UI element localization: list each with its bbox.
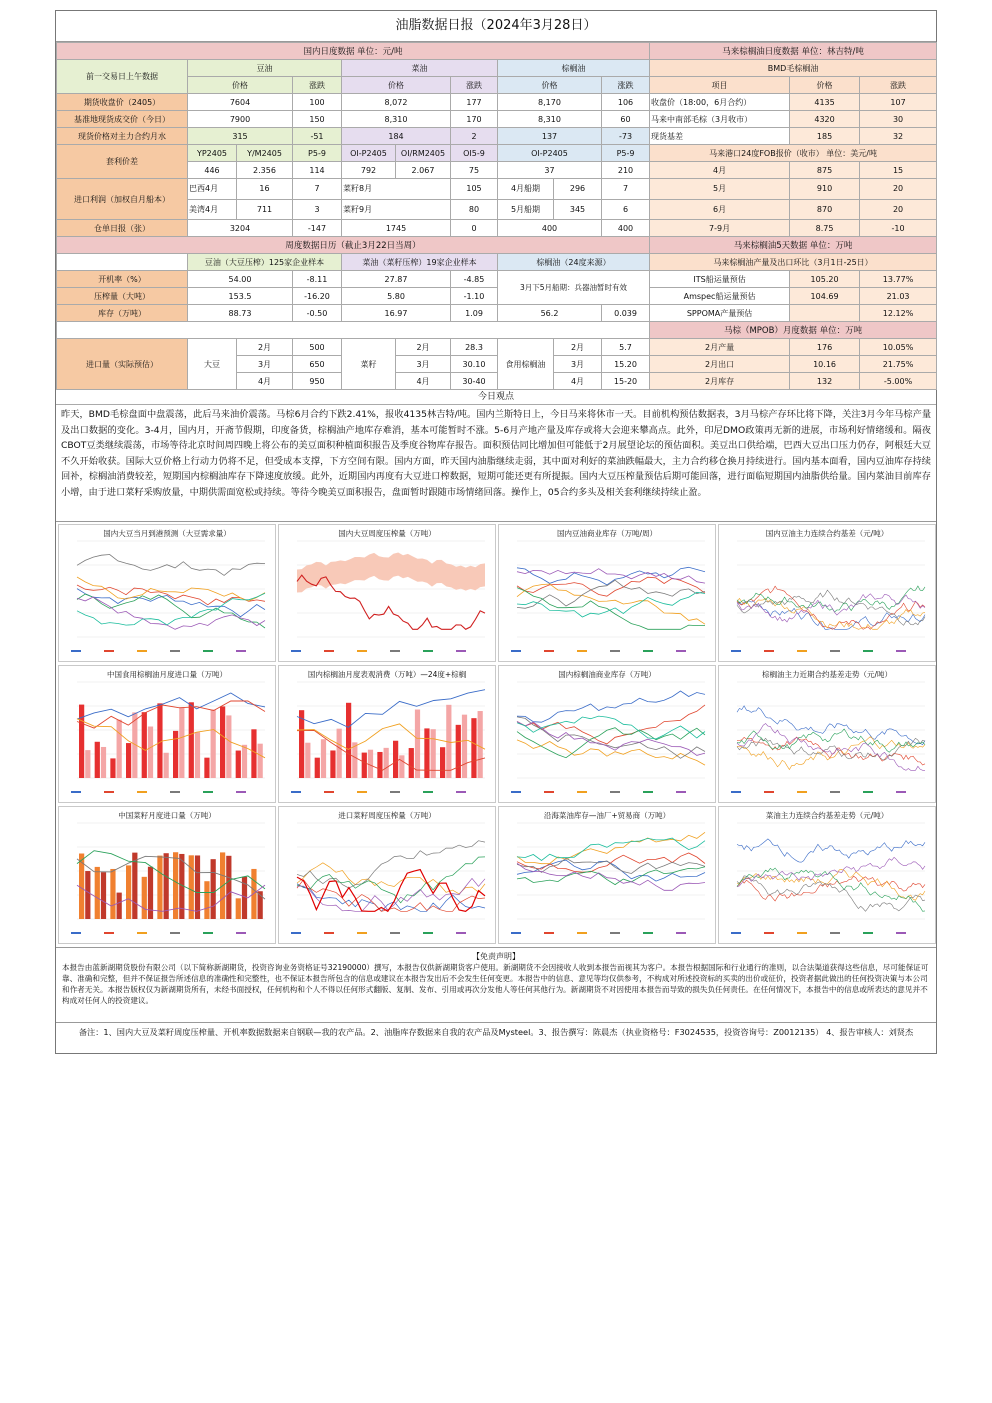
- spread-head-2: Y/M2405: [237, 145, 293, 162]
- bar: [126, 865, 131, 919]
- bar: [157, 703, 162, 778]
- arr-soy-m1: 2月: [237, 339, 293, 356]
- mpob-month-label-2: 2月出口: [650, 356, 790, 373]
- weekly-soy-chg-3: -0.50: [293, 305, 342, 322]
- bmd-spot-label: 马来中南部毛棕（3月收市）: [650, 111, 790, 128]
- arr-rape-v2: 30.10: [451, 356, 498, 373]
- bar: [179, 707, 184, 778]
- palm-warrant-chg: 400: [602, 220, 650, 237]
- rape-col: 菜油: [342, 60, 498, 77]
- weekly-rape-2: 5.80: [342, 288, 451, 305]
- arr-palm-name: 食用棕榈油: [498, 339, 554, 390]
- chart-plot: [719, 666, 935, 802]
- mpob-month-label-3: 2月库存: [650, 373, 790, 390]
- fob-price-4: 8.75: [790, 220, 860, 237]
- rape-spot-main-chg: 2: [451, 128, 498, 145]
- series-line: [517, 838, 705, 860]
- series-line: [517, 853, 705, 872]
- palm-basis: 8,310: [498, 111, 602, 128]
- chart-panel: [58, 524, 276, 662]
- import-profit-label: 进口利润（加权自月船本）: [57, 179, 188, 220]
- series-line: [737, 586, 925, 629]
- bar: [409, 748, 414, 778]
- spread-val-1: 446: [188, 162, 237, 179]
- bar: [101, 747, 106, 778]
- spread-head-4: OI-P2405: [342, 145, 396, 162]
- chart-title: 中国菜籽月度进口量（万吨）: [118, 811, 216, 820]
- soy-basis: 7900: [188, 111, 293, 128]
- mpob-month-v2-1: 10.05%: [860, 339, 937, 356]
- weekly-row-label-2: 压榨量（大吨）: [57, 288, 188, 305]
- spread-val-5: 2.067: [396, 162, 451, 179]
- chart-plot: [499, 525, 715, 661]
- report-sheet: [55, 10, 937, 1054]
- bar: [462, 715, 467, 778]
- spread-head-1: YP2405: [188, 145, 237, 162]
- chart-panel: [718, 524, 936, 662]
- bar: [399, 755, 404, 778]
- bar: [211, 710, 216, 778]
- rape9-label: 菜籽9月: [342, 199, 451, 220]
- rape-futures: 8,072: [342, 94, 451, 111]
- bmd-close-chg: 107: [860, 94, 937, 111]
- spread-val-3: 114: [293, 162, 342, 179]
- bar: [251, 869, 256, 919]
- fob-chg-4: -10: [860, 220, 937, 237]
- bar: [384, 748, 389, 778]
- chart-plot: [279, 807, 495, 943]
- bar: [346, 703, 351, 778]
- spread-val-4: 792: [342, 162, 396, 179]
- series-line: [517, 705, 705, 744]
- series-line: [517, 588, 705, 630]
- rape-futures-chg: 177: [451, 94, 498, 111]
- bar: [142, 712, 147, 778]
- fob-month-2: 5月: [650, 179, 790, 200]
- rape-basis-chg: 170: [451, 111, 498, 128]
- palm4-chg: 7: [602, 179, 650, 200]
- palm-chg-head: 涨跌: [602, 77, 650, 94]
- chart-panel: [498, 806, 716, 944]
- bar: [242, 745, 247, 778]
- series-line: [737, 839, 925, 862]
- us-chg: 3: [293, 199, 342, 220]
- weekly-rape-1: 27.87: [342, 271, 451, 288]
- arr-rape-v3: 30-40: [451, 373, 498, 390]
- chart-plot: [499, 807, 715, 943]
- chart-panel: [278, 806, 496, 944]
- chart-title: 国内棕榈油月度表观消费（万吨）—24度+棕榈: [307, 670, 467, 679]
- series-line: [77, 585, 265, 605]
- bar: [362, 753, 367, 778]
- chart-title: 沿海菜油库存—油厂+贸易商（万吨）: [543, 811, 671, 820]
- domestic-header: 国内日度数据 单位：元/吨: [57, 43, 650, 60]
- spread-val-2: 2.356: [237, 162, 293, 179]
- chart-panel: [498, 665, 716, 803]
- chart-title: 国内大豆当月到港预测（大豆需求量）: [103, 529, 231, 538]
- brazil-chg: 7: [293, 179, 342, 200]
- bar: [258, 744, 263, 778]
- soy-spot-main: 315: [188, 128, 293, 145]
- bar: [330, 750, 335, 778]
- bar: [132, 853, 137, 919]
- palm-col: 棕榈油: [498, 60, 650, 77]
- bar: [173, 731, 178, 778]
- bar: [142, 877, 147, 919]
- weekly-soy-2: 153.5: [188, 288, 293, 305]
- mpob5-sub: 马来棕榈油产量及出口环比（3月1日-25日）: [650, 254, 937, 271]
- bar: [305, 743, 310, 778]
- chart-panel: [718, 665, 936, 803]
- chart-title: 国内豆油主力连续合约基差（元/吨）: [765, 529, 889, 538]
- chart-plot: [719, 525, 935, 661]
- bmd-item-head: 项目: [650, 77, 790, 94]
- fob-month-3: 6月: [650, 199, 790, 220]
- bar: [204, 758, 209, 778]
- chart-panel: [278, 524, 496, 662]
- bar: [157, 856, 162, 919]
- report-title: 油脂数据日报（2024年3月28日）: [56, 11, 936, 42]
- bar: [456, 725, 461, 778]
- bar: [415, 710, 420, 778]
- brazil-val: 16: [237, 179, 293, 200]
- rape4-val: 105: [451, 179, 498, 200]
- fob-chg-3: 20: [860, 199, 937, 220]
- bar: [236, 751, 241, 778]
- weekly-rape-sub: 菜油（菜籽压榨）19家企业样本: [342, 254, 498, 271]
- series-line: [517, 717, 705, 758]
- bar: [220, 706, 225, 778]
- mpob-header: 马来棕榈油日度数据 单位：林吉特/吨: [650, 43, 937, 60]
- mpob5-v2-2: 21.03: [860, 288, 937, 305]
- arr-palm-m2: 3月: [554, 356, 602, 373]
- weekly-soy-sub: 豆油（大豆压榨）125家企业样本: [188, 254, 342, 271]
- weekly-soy-chg-2: -16.20: [293, 288, 342, 305]
- chart-plot: [59, 807, 275, 943]
- spread-head-6: OI5-9: [451, 145, 498, 162]
- series-line: [517, 740, 705, 765]
- weekly-row-label-3: 库存（万吨）: [57, 305, 188, 322]
- weekly-row-label-1: 开机率（%）: [57, 271, 188, 288]
- futures-label: 期货收盘价（2405）: [57, 94, 188, 111]
- us-val: 711: [237, 199, 293, 220]
- weekly-soy-3: 88.73: [188, 305, 293, 322]
- disclaimer-text: 本报告由蓝新湖期货股份有限公司（以下简称新湖期货，投资咨询业务资格证号32190000）撰写，本报告仅供新湖期货客户使用。新湖期货不会因接收人收到本报告而视其为客户。本报告根据国际和行业通行的准则，以合法渠道获得这些信息，尽可能保证可靠、准确和完整，但并不保证报告所述信息的准确性和完整性，也不保证本报告所包含的信息或建议在本报告发出后不会发生任何变更。本报告中的信息、意见等均仅供参考，不构成对所述投资标的买卖的出价或征价，投资者据此做出的任何投资决策与本公司和作者无关。本报告版权仅为新湖期货所有，未经书面授权，任何机构和个人不得以任何形式翻版、复制、发布、引用或再次分发他人等任何其他行为。新湖期货不对因使用本报告而导致的损失负任何责任。在任何情况下，本报告中的信息或所表达的意见并不构成对任何人的投资建议。: [62, 963, 929, 1005]
- chart-plot: [499, 666, 715, 802]
- soy-chg-head: 涨跌: [293, 77, 342, 94]
- spread-val-8: 210: [602, 162, 650, 179]
- spread-val-7: 37: [498, 162, 602, 179]
- mpob5-v1-2: 104.69: [790, 288, 860, 305]
- chart-panel: [718, 806, 936, 944]
- report-note: 备注：1、国内大豆及菜籽周度压榨量、开机率数据数据来自钢联—我的农产品。2、油脂库存数据来自我的农产品及Mysteel。3、报告撰写：陈晨杰（执业资格号：F3024535，投资咨询号：Z0012135） 4、报告审核人：刘贤杰: [78, 1027, 914, 1037]
- spread-val-6: 75: [451, 162, 498, 179]
- weekly-rape-3: 16.97: [342, 305, 451, 322]
- spread-head-7: OI-P2405: [498, 145, 602, 162]
- mpob5-v1-3: [790, 305, 860, 322]
- rape-chg-head: 涨跌: [451, 77, 498, 94]
- fob-header: 马来港口24度FOB报价（收市） 单位：美元/吨: [650, 145, 937, 162]
- disclaimer-title: 【免责声明】: [472, 952, 520, 961]
- soy-futures-chg: 100: [293, 94, 342, 111]
- soy-spot-main-chg: -51: [293, 128, 342, 145]
- palm-price-head: 价格: [498, 77, 602, 94]
- arr-palm-v2: 15.20: [602, 356, 650, 373]
- palm5-chg: 6: [602, 199, 650, 220]
- soy-col: 豆油: [188, 60, 342, 77]
- range-band: [297, 553, 485, 593]
- bar: [110, 869, 115, 919]
- bar: [321, 739, 326, 778]
- arr-soy-m2: 3月: [237, 356, 293, 373]
- bar: [189, 702, 194, 778]
- series-line: [737, 724, 925, 771]
- rape-spot-main: 184: [342, 128, 451, 145]
- soy-warrant-chg: -147: [293, 220, 342, 237]
- mpob-month-v1-2: 10.16: [790, 356, 860, 373]
- mpob5-label-3: SPPOMA产量预估: [650, 305, 790, 322]
- mpob5-header: 马来棕榈油5天数据 单位：万吨: [650, 237, 937, 254]
- weekly-header: 周度数据日历（截止3月22日当周）: [57, 237, 650, 254]
- mpob5-label-1: ITS船运量预估: [650, 271, 790, 288]
- weekly-palm-3: 56.2: [498, 305, 602, 322]
- soy-futures: 7604: [188, 94, 293, 111]
- bar: [110, 758, 115, 778]
- palm5-label: 5月船期: [498, 199, 554, 220]
- weekly-rape-chg-2: -1.10: [451, 288, 498, 305]
- rape-warrant: 1745: [342, 220, 451, 237]
- arr-rape-m3: 4月: [396, 373, 451, 390]
- mpob5-v1-1: 105.20: [790, 271, 860, 288]
- bar: [164, 853, 169, 919]
- disclaimer: [56, 948, 936, 1023]
- chart-panel: [278, 665, 496, 803]
- bmd-basis-chg: 32: [860, 128, 937, 145]
- arr-palm-v1: 5.7: [602, 339, 650, 356]
- bar: [211, 859, 216, 919]
- palm-spot-main: 137: [498, 128, 602, 145]
- series-line: [737, 876, 925, 912]
- arr-soy-v2: 650: [293, 356, 342, 373]
- bmd-close: 4135: [790, 94, 860, 111]
- bar: [195, 855, 200, 919]
- series-line: [77, 701, 265, 728]
- fob-price-2: 910: [790, 179, 860, 200]
- series-line: [737, 729, 925, 752]
- bar: [337, 729, 342, 778]
- prev-day-label: 前一交易日上午数据: [57, 60, 188, 94]
- weekly-palm-note: 3月下5月船期：兵器油暂时有效: [498, 271, 650, 305]
- palm5-val: 345: [554, 199, 602, 220]
- mpob5-v2-1: 13.77%: [860, 271, 937, 288]
- palm-warrant: 400: [498, 220, 602, 237]
- palm4-val: 296: [554, 179, 602, 200]
- palm4-label: 4月船期: [498, 179, 554, 200]
- arr-soy-v3: 950: [293, 373, 342, 390]
- weekly-palm-sub: 棕榈油（24度来源）: [498, 254, 650, 271]
- bmd-chg-head: 涨跌: [860, 77, 937, 94]
- chart-panel: [58, 806, 276, 944]
- bar: [85, 871, 90, 919]
- chart-title: 棕榈油主力近期合约基差走势（元/吨）: [761, 670, 893, 679]
- mpob5-v2-3: 12.12%: [860, 305, 937, 322]
- series-line: [517, 567, 705, 585]
- series-line: [517, 584, 705, 624]
- mpob5-label-2: Amspec船运量预估: [650, 288, 790, 305]
- bar: [204, 881, 209, 919]
- chart-title: 中国食用棕榈油月度进口量（万吨）: [107, 670, 227, 679]
- bar: [148, 727, 153, 778]
- weekly-soy-1: 54.00: [188, 271, 293, 288]
- fob-chg-2: 20: [860, 179, 937, 200]
- arr-soy-v1: 500: [293, 339, 342, 356]
- chart-panel: [498, 524, 716, 662]
- bmd-close-label: 收盘价（18:00，6月合约）: [650, 94, 790, 111]
- mpob-month-v1-1: 176: [790, 339, 860, 356]
- series-line: [297, 857, 485, 903]
- bar: [315, 758, 320, 778]
- soy-price-head: 价格: [188, 77, 293, 94]
- series-line: [517, 863, 705, 890]
- arr-palm-m1: 2月: [554, 339, 602, 356]
- brazil-label: 巴西4月: [188, 179, 237, 200]
- rape-basis: 8,310: [342, 111, 451, 128]
- mpob-month-v2-3: -5.00%: [860, 373, 937, 390]
- rape9-val: 80: [451, 199, 498, 220]
- bmd-col: BMD毛棕榈油: [650, 60, 937, 77]
- arr-palm-m3: 4月: [554, 373, 602, 390]
- chart-plot: [59, 666, 275, 802]
- fob-chg-1: 15: [860, 162, 937, 179]
- bar: [117, 720, 122, 778]
- fob-price-1: 875: [790, 162, 860, 179]
- chart-title: 国内豆油商业库存（万吨/周）: [556, 529, 658, 538]
- series-line: [737, 601, 925, 630]
- bar: [148, 867, 153, 919]
- arr-rape-name: 菜籽: [342, 339, 396, 390]
- spot-main-label: 现货价格对主力合约月水: [57, 128, 188, 145]
- soy-warrant: 3204: [188, 220, 293, 237]
- bar: [393, 741, 398, 778]
- mpob-month-label-1: 2月产量: [650, 339, 790, 356]
- weekly-soy-chg-1: -8.11: [293, 271, 342, 288]
- bmd-spot-chg: 30: [860, 111, 937, 128]
- series-line: [517, 691, 705, 722]
- bmd-price-head: 价格: [790, 77, 860, 94]
- weekly-rape-chg-1: -4.85: [451, 271, 498, 288]
- bar: [101, 872, 106, 919]
- fob-month-1: 4月: [650, 162, 790, 179]
- arr-palm-v3: 15-20: [602, 373, 650, 390]
- bar: [189, 855, 194, 919]
- bar: [226, 715, 231, 778]
- series-line: [737, 598, 925, 629]
- chart-plot: [59, 525, 275, 661]
- arr-rape-v1: 28.3: [451, 339, 498, 356]
- chart-title: 菜油主力连续合约基差走势（元/吨）: [765, 811, 889, 820]
- warrant-label: 仓单日报（张）: [57, 220, 188, 237]
- bar: [95, 742, 100, 778]
- chart-panel: [58, 665, 276, 803]
- arr-soy-m3: 4月: [237, 373, 293, 390]
- mpob-month-v2-2: 21.75%: [860, 356, 937, 373]
- fob-month-4: 7-9月: [650, 220, 790, 237]
- weekly-palm-chg-3: 0.039: [602, 305, 650, 322]
- spread-head-3: P5-9: [293, 145, 342, 162]
- series-line: [737, 857, 925, 887]
- palm-futures: 8,170: [498, 94, 602, 111]
- arrivals-label: 进口量（实际预估）: [57, 339, 188, 390]
- bmd-basis: 185: [790, 128, 860, 145]
- rape4-label: 菜籽8月: [342, 179, 451, 200]
- weekly-rape-chg-3: 1.09: [451, 305, 498, 322]
- bar: [126, 743, 131, 778]
- series-line: [297, 690, 485, 728]
- fob-price-3: 870: [790, 199, 860, 220]
- bar: [251, 729, 256, 778]
- spread-label: 套利价差: [57, 145, 188, 179]
- spread-head-8: P5-9: [602, 145, 650, 162]
- mpob-month-header: 马棕（MPOB）月度数据 单位：万吨: [650, 322, 937, 339]
- arr-rape-m2: 3月: [396, 356, 451, 373]
- rape-warrant-chg: 0: [451, 220, 498, 237]
- palm-basis-chg: 60: [602, 111, 650, 128]
- rape-price-head: 价格: [342, 77, 451, 94]
- soy-basis-chg: 150: [293, 111, 342, 128]
- bar: [195, 732, 200, 778]
- opinion-text: 昨天，BMD毛棕盘面中盘震荡，此后马来油价震荡。马棕6月合约下跌2.41%，报收4135林吉特/吨。国内兰斯特日上，今日马来将休市一天。目前机构预估数据表，3月马棕产存环比将下降，关注3月今年马棕产量及出口数据的变化。3-4月，国内月，开斋节假期，印度备货，棕榈油产地库存难消，基本可能暂时不涨。5-6月产地产量及库存或将大会迎来攀高点。此外，印尼DMO政策再无新的进展，市场利好情绪缓和。隔夜CBOT豆类继续震荡，市场等待北京时间周四晚上将公布的美豆面积种植面积报告及季度谷物库存报告。面积预估同比增加但可能低于2月展望论坛的预估面积。美豆出口供给端，巴西大豆出口压力仍存，阿根廷大豆不久开始收获。国际大豆价格上行动力仍将不足，但受成本支撑，下方空间有限。国内方面，昨天国内油脂继续走弱，其中面对利好的菜油跌幅最大，主力合约移仓换月持续进行。国内基本面看，国内豆油库存持续回补，棕榈油消费较差，短期国内棕榈油库存下降速度放缓。此外，近期国内再度有大豆进口榨数据，短期可能还更有所提振。国内大豆压榨量预估后期可能回落，进行面临短期国内油脂供给量。国内菜油目前库存小增，由于进口菜籽采购放量，中期供需面宽松或持续。等待今晚美豆面积报告，盘面暂时跟随市场情绪回落。操作上，05合约多头及相关套利继续持续止盈。: [56, 405, 936, 522]
- bar: [85, 750, 90, 778]
- bar: [299, 710, 304, 778]
- bar: [377, 752, 382, 778]
- chart-title: 国内棕榈油商业库存（万吨）: [558, 670, 656, 679]
- arr-rape-m1: 2月: [396, 339, 451, 356]
- daily-table: [56, 42, 937, 390]
- opinion-title: 今日观点: [56, 390, 936, 405]
- bar: [440, 747, 445, 778]
- spread-head-5: OI/RM2405: [396, 145, 451, 162]
- chart-title: 进口菜籽周度压榨量（万吨）: [338, 811, 436, 820]
- series-line: [737, 737, 925, 765]
- bar: [368, 750, 373, 778]
- bar: [117, 893, 122, 919]
- palm-futures-chg: 106: [602, 94, 650, 111]
- bar: [164, 753, 169, 778]
- bmd-spot: 4320: [790, 111, 860, 128]
- series-line: [737, 738, 925, 760]
- mpob-month-v1-3: 132: [790, 373, 860, 390]
- chart-title: 国内大豆周度压榨量（万吨）: [338, 529, 436, 538]
- bar: [79, 705, 84, 778]
- basis-label: 基准地现货成交价（今日）: [57, 111, 188, 128]
- chart-plot: [719, 807, 935, 943]
- palm-spot-main-chg: -73: [602, 128, 650, 145]
- bar: [95, 867, 100, 919]
- us-label: 美湾4月: [188, 199, 237, 220]
- bar: [471, 718, 476, 778]
- bar: [478, 711, 483, 778]
- arr-soy-name: 大豆: [188, 339, 237, 390]
- chart-plot: [279, 666, 495, 802]
- bar: [236, 898, 241, 919]
- bar: [226, 856, 231, 919]
- chart-grid: [56, 522, 936, 948]
- bar: [352, 742, 357, 778]
- bmd-basis-label: 现货基差: [650, 128, 790, 145]
- chart-plot: [279, 525, 495, 661]
